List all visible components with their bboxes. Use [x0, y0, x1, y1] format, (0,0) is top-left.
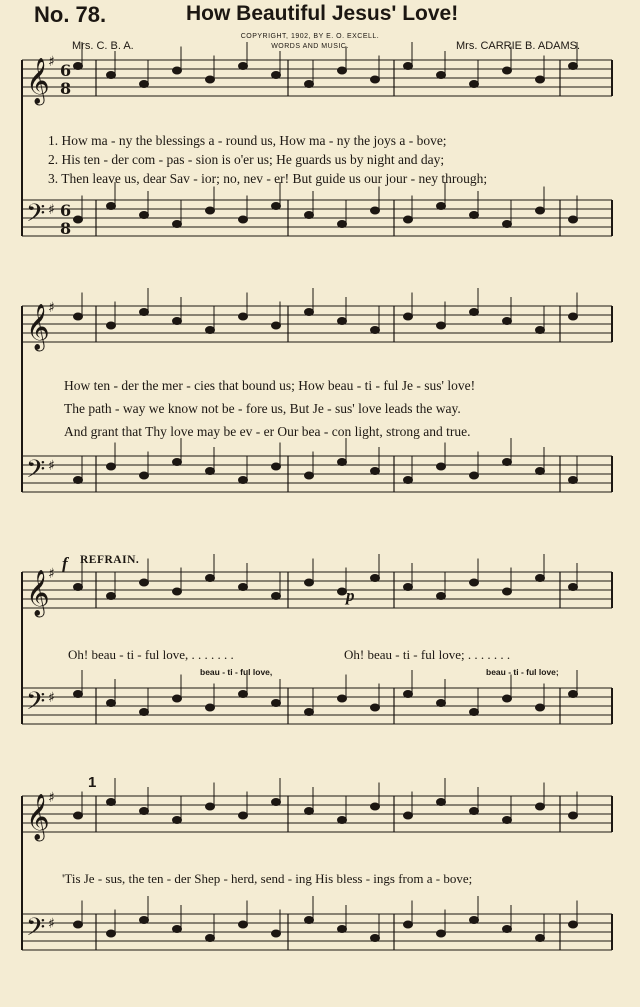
note-head [470, 472, 479, 479]
key-sharp-icon: ♯ [48, 54, 55, 70]
treble-clef-icon: 𝄞 [26, 58, 50, 104]
verse-3-line-2: And grant that Thy love may be ev - er Our bea - con light, strong and true. [64, 424, 471, 439]
note-head [470, 212, 479, 219]
note-head [371, 704, 380, 711]
note-head [437, 700, 446, 707]
composer-credit: Mrs. CARRIE B. ADAMS. [456, 40, 581, 52]
note-head [206, 803, 215, 810]
note-head [272, 930, 281, 937]
key-sharp-icon: ♯ [48, 458, 55, 474]
note-head [338, 817, 347, 824]
key-sharp-icon: ♯ [48, 916, 55, 932]
note-head [74, 812, 83, 819]
note-head [239, 921, 248, 928]
note-head [206, 327, 215, 334]
note-head [239, 584, 248, 591]
note-head [569, 313, 578, 320]
note-head [305, 579, 314, 586]
key-sharp-icon: ♯ [48, 566, 55, 582]
time-signature-top: 6 [60, 201, 72, 220]
note-head [470, 579, 479, 586]
note-head [470, 309, 479, 316]
note-head [536, 327, 545, 334]
note-head [338, 221, 347, 228]
verse-2-line-1: 2. His ten - der com - pas - sion is o'er us; He guards us by night and day; [48, 152, 445, 167]
note-head [173, 817, 182, 824]
note-head [371, 803, 380, 810]
key-sharp-icon: ♯ [48, 690, 55, 706]
note-head [239, 477, 248, 484]
note-head [206, 207, 215, 214]
note-head [536, 704, 545, 711]
note-head [371, 575, 380, 582]
note-head [404, 812, 413, 819]
note-head [239, 313, 248, 320]
note-head [74, 216, 83, 223]
note-head [404, 63, 413, 70]
note-head [503, 926, 512, 933]
refrain-line-1b: Oh! beau - ti - ful love; . . . . . . . [344, 647, 511, 662]
bass-clef-icon: 𝄢 [26, 455, 46, 490]
note-head [437, 203, 446, 210]
note-head [437, 72, 446, 79]
copyright-line: COPYRIGHT, 1902, BY E. O. EXCELL. [240, 33, 380, 40]
treble-clef-icon: 𝄞 [26, 304, 50, 350]
note-head [404, 477, 413, 484]
note-head [305, 808, 314, 815]
time-signature-top: 6 [60, 61, 72, 80]
note-head [503, 221, 512, 228]
note-head [206, 468, 215, 475]
note-head [569, 921, 578, 928]
note-head [569, 477, 578, 484]
note-head [569, 584, 578, 591]
hymn-number: No. 78. [34, 2, 107, 27]
note-head [569, 691, 578, 698]
note-head [404, 216, 413, 223]
first-ending-mark: 1 [88, 774, 97, 791]
note-head [140, 81, 149, 88]
note-head [503, 318, 512, 325]
note-head [239, 812, 248, 819]
note-head [569, 63, 578, 70]
verse-2-line-2: The path - way we know not be - fore us, But Je - sus' love leads the way. [64, 401, 461, 416]
note-head [239, 691, 248, 698]
note-head [503, 459, 512, 466]
note-head [305, 309, 314, 316]
refrain-echo-b: beau - ti - ful love; [486, 667, 559, 677]
note-head [173, 695, 182, 702]
note-head [536, 803, 545, 810]
note-head [371, 76, 380, 83]
note-head [569, 216, 578, 223]
note-head [173, 221, 182, 228]
words-and-music-line: WORDS AND MUSIC. [271, 43, 349, 50]
note-head [74, 63, 83, 70]
note-head [503, 817, 512, 824]
key-sharp-icon: ♯ [48, 790, 55, 806]
note-head [74, 691, 83, 698]
note-head [305, 709, 314, 716]
note-head [536, 575, 545, 582]
note-head [338, 67, 347, 74]
note-head [173, 588, 182, 595]
note-head [536, 207, 545, 214]
note-head [140, 579, 149, 586]
note-head [470, 709, 479, 716]
refrain-label: REFRAIN. [80, 554, 140, 566]
verse-3-line-1: 3. Then leave us, dear Sav - ior; no, nev - er! But guide us our jour - ney through; [48, 171, 488, 186]
note-head [206, 575, 215, 582]
bass-clef-icon: 𝄢 [26, 913, 46, 948]
verse-1-line-2: How ten - der the mer - cies that bound us; How beau - ti - ful Je - sus' love! [64, 378, 476, 393]
note-head [107, 593, 116, 600]
note-head [173, 926, 182, 933]
note-head [272, 799, 281, 806]
note-head [536, 468, 545, 475]
note-head [239, 216, 248, 223]
note-head [371, 935, 380, 942]
note-head [74, 313, 83, 320]
note-head [140, 808, 149, 815]
note-head [173, 67, 182, 74]
note-head [437, 930, 446, 937]
note-head [338, 695, 347, 702]
note-head [140, 212, 149, 219]
note-head [503, 695, 512, 702]
note-head [536, 935, 545, 942]
note-head [503, 588, 512, 595]
note-head [140, 917, 149, 924]
note-head [437, 799, 446, 806]
key-sharp-icon: ♯ [48, 300, 55, 316]
note-head [206, 76, 215, 83]
note-head [338, 926, 347, 933]
note-head [470, 81, 479, 88]
note-head [305, 81, 314, 88]
note-head [503, 67, 512, 74]
treble-clef-icon: 𝄞 [26, 570, 50, 616]
note-head [272, 593, 281, 600]
bass-clef-icon: 𝄢 [26, 687, 46, 722]
refrain-line-2: 'Tis Je - sus, the ten - der Shep - herd, send - ing His bless - ings from a - bove; [62, 871, 473, 886]
note-head [371, 207, 380, 214]
note-head [536, 76, 545, 83]
note-head [404, 691, 413, 698]
note-head [140, 309, 149, 316]
note-head [338, 459, 347, 466]
note-head [107, 930, 116, 937]
note-head [305, 917, 314, 924]
note-head [140, 709, 149, 716]
lyricist-credit: Mrs. C. B. A. [72, 40, 134, 52]
treble-clef-icon: 𝄞 [26, 794, 50, 840]
note-head [272, 700, 281, 707]
note-head [338, 318, 347, 325]
hymn-title: How Beautiful Jesus' Love! [186, 2, 459, 25]
note-head [470, 917, 479, 924]
note-head [206, 935, 215, 942]
note-head [206, 704, 215, 711]
note-head [272, 322, 281, 329]
bass-clef-icon: 𝄢 [26, 199, 46, 234]
note-head [404, 313, 413, 320]
note-head [305, 212, 314, 219]
note-head [437, 463, 446, 470]
note-head [107, 463, 116, 470]
dynamic-piano: p [346, 586, 355, 605]
note-head [404, 921, 413, 928]
note-head [74, 477, 83, 484]
note-head [437, 593, 446, 600]
note-head [437, 322, 446, 329]
note-head [470, 808, 479, 815]
note-head [239, 63, 248, 70]
note-head [272, 72, 281, 79]
note-head [107, 203, 116, 210]
note-head [305, 472, 314, 479]
time-signature-bottom: 8 [60, 79, 72, 98]
key-sharp-icon: ♯ [48, 202, 55, 218]
note-head [272, 203, 281, 210]
note-head [74, 921, 83, 928]
note-head [569, 812, 578, 819]
note-head [74, 584, 83, 591]
note-head [404, 584, 413, 591]
note-head [107, 700, 116, 707]
note-head [107, 799, 116, 806]
note-head [107, 72, 116, 79]
note-head [140, 472, 149, 479]
note-head [173, 459, 182, 466]
note-head [107, 322, 116, 329]
refrain-echo-a: beau - ti - ful love, [200, 667, 273, 677]
note-head [272, 463, 281, 470]
note-head [173, 318, 182, 325]
note-head [371, 468, 380, 475]
note-head [371, 327, 380, 334]
refrain-line-1a: Oh! beau - ti - ful love, . . . . . . . [68, 647, 234, 662]
time-signature-bottom: 8 [60, 219, 72, 238]
dynamic-forte: f [62, 554, 68, 573]
verse-1-line-1: 1. How ma - ny the blessings a - round us, How ma - ny the joys a - bove; [48, 133, 447, 148]
